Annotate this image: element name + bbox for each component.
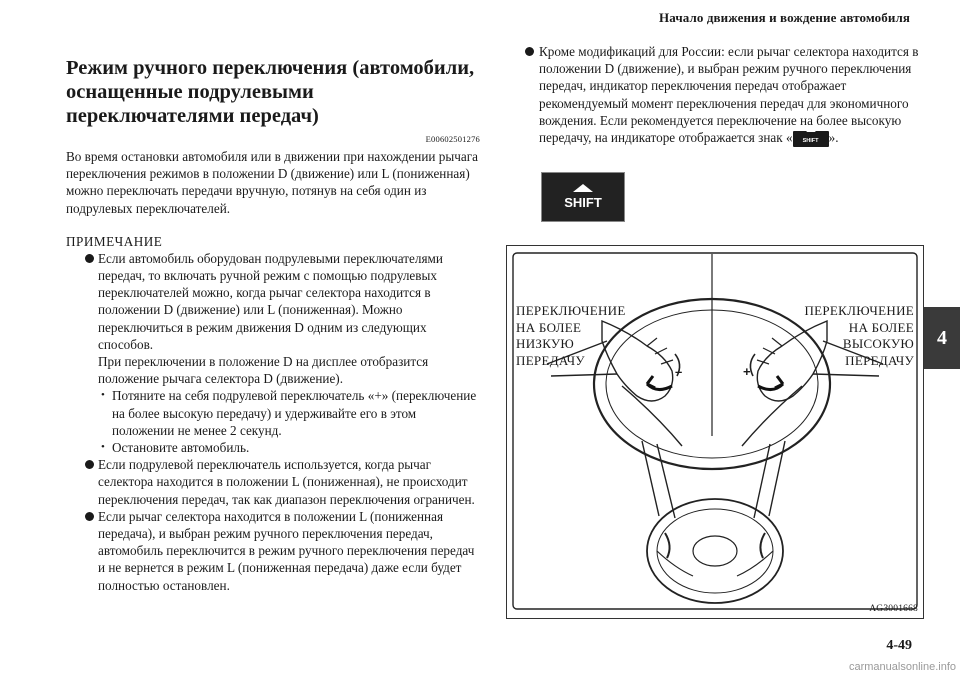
watermark: carmanualsonline.info [848,661,956,673]
note-heading: ПРИМЕЧАНИЕ [66,233,163,249]
callout-left-outer [642,441,659,516]
note-item-1-text2: При переключении в положение D на дисплее отобразится положение рычага селектора D (движение). [98,354,429,387]
note-item-3: Если рычаг селектора находится в положении L (пониженная передача), и выбран режим ручного переключения передач, автомобиль переключится в режим ручного переключения передач и не вернется в режим L (пониженная передача) даже если будет полностью остановлен. [66,508,480,594]
intro-paragraph: Во время остановки автомобиля или в движении при нахождении рычага переключения режимов в положении D (движение) или L (пониженная) можно переключать передачи вручную, потянув на себя один из подрулевых переключателей. [66,149,478,216]
figure-code: AG3001668 [869,604,918,614]
callout-right-inner [754,444,770,518]
downshift-label: ПЕРЕКЛЮЧЕНИЕ НА БОЛЕЕ НИЗКУЮ ПЕРЕДАЧУ [516,303,626,368]
callout-left-inner [657,444,675,518]
right-pull-arrowhead [775,376,783,388]
small-wheel-inner-rim [657,509,773,593]
note-subitem-1: • Потяните на себя подрулевой переключатель «+» (переключение на более высокую передачу) и удерживайте его в этом положении не менее 2 секунд. [66,387,480,439]
shift-inline-icon [793,131,829,147]
upshift-label: ПЕРЕКЛЮЧЕНИЕ НА БОЛЕЕ ВЫСОКУЮ ПЕРЕДАЧУ [804,303,914,368]
section-tab: 4 [924,307,960,369]
note-item-2: Если подрулевой переключатель используется, когда рычаг селектора находится в положении L (пониженная), не происходит переключения передач, так как диапазон переключения ограничен. [66,456,480,508]
left-fingers [647,338,673,364]
running-head: Начало движения и вождение автомобиля [659,10,910,25]
shift-inline-label: SHIFT [802,137,819,144]
small-left-paddle [665,533,670,558]
right-fingers [757,338,782,364]
callout-right-outer [769,441,785,516]
left-pull-arrowhead [647,376,655,388]
left-spoke [622,386,682,446]
paddle-shifter-figure [506,245,924,619]
shift-indicator-label: SHIFT [564,195,602,210]
shift-indicator-note [525,43,925,147]
right-column [525,43,925,147]
steering-wheel-illustration [507,246,923,618]
shift-note-end: ». [828,130,839,146]
right-spoke [742,386,802,446]
small-wheel-rim [647,499,783,603]
shift-note-text: Кроме модификаций для России: если рычаг селектора находится в положении D (движение), и выбран режим ручного переключения передач, индикатор переключения передач отображает рекомендуемый момент переключения передач для экономичного вождения. Если рекомендуется переключение на более высокую передачу, на индикаторе отображается знак « [539,44,919,146]
small-wheel-spokes [657,551,773,576]
plus-mark: + [743,364,751,379]
note-item-1 [66,250,480,388]
minus-mark: – [675,364,683,379]
left-column [66,56,480,594]
note-item-1-text: Если автомобиль оборудован подрулевыми переключателями передач, то включать ручной режим с помощью подрулевых переключателей можно, когда рычаг селектора находится в положении D (движение) или L (пониженная). Можно переключиться в режим движения D одним из следующих способов. [98,250,443,352]
shift-indicator-icon [541,172,625,222]
small-wheel-hub [693,536,737,566]
note-subitem-2: • Остановите автомобиль. [66,439,480,456]
section-title: Режим ручного переключения (автомобили, оснащенные подрулевыми переключателями передач) [66,57,475,127]
small-right-paddle [760,533,765,558]
right-paddle [750,354,755,376]
page-number: 4-49 [886,638,912,653]
section-code: E00602501276 [425,134,480,144]
